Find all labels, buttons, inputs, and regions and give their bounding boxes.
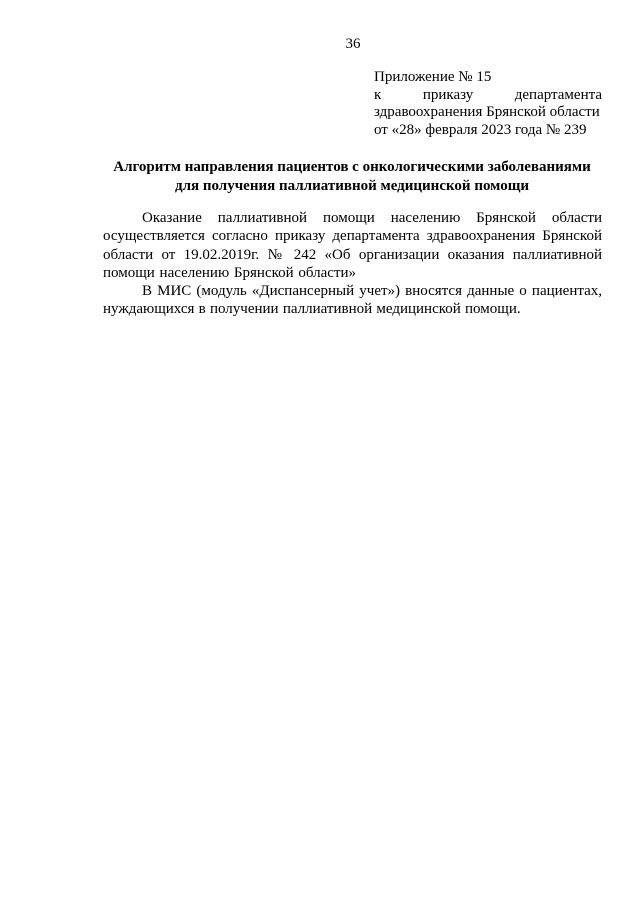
document-title-line-1: Алгоритм направления пациентов с онкологическими заболеваниями	[113, 159, 591, 175]
annex-order-line	[374, 87, 602, 105]
annex-department-name: здравоохранения Брянской области	[374, 104, 600, 120]
document-title-line-2: для получения паллиативной медицинской помощи	[174, 177, 530, 194]
document-title	[100, 158, 604, 195]
paragraph-palliative-care-basis: Оказание паллиативной помощи населению Брянской области осуществляется согласно приказу департамента здравоохранения Брянской области от 19.02.2019г. № 242 «Об организации оказания паллиативной помощи населению Брянской области»	[103, 210, 602, 281]
annex-header	[374, 69, 602, 139]
annex-order-date: от «28» февраля 2023 года № 239	[374, 121, 587, 138]
annex-order-word-department: департамента	[514, 86, 602, 103]
annex-order-word-order: приказу	[422, 86, 474, 103]
annex-title: Приложение № 15	[374, 69, 492, 85]
page-number: 36	[345, 36, 361, 52]
paragraph-mis-registration: В МИС (модуль «Диспансерный учет») вносятся данные о пациентах, нуждающихся в получении паллиативной медицинской помощи.	[103, 283, 602, 318]
document-body	[103, 209, 602, 319]
annex-order-word-to: к	[374, 86, 382, 103]
